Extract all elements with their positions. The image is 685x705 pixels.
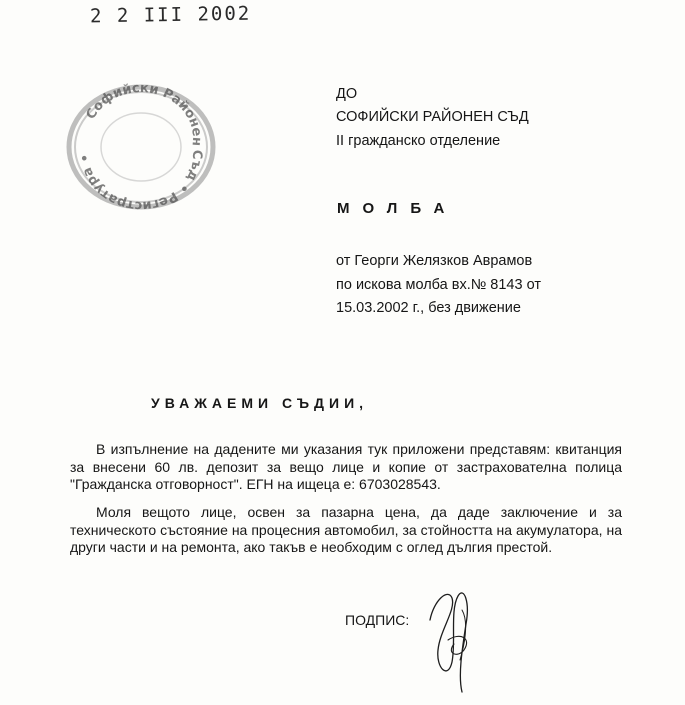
salutation: УВАЖАЕМИ СЪДИИ, <box>151 395 369 411</box>
court-stamp <box>60 82 222 212</box>
handwritten-date: 2 2 III 2002 <box>89 2 252 28</box>
handwritten-signature <box>400 580 510 700</box>
addressee-line-3: II гражданско отделение <box>336 133 501 149</box>
sender-line-1: от Георги Желязков Аврамов <box>336 253 533 269</box>
paragraph-2: Моля вещото лице, освен за пазарна цена, да даде заключение и за техническото състояние на процесния автомобил, за стойността на акумулатора, на други части и на ремонта, ако такъв е необходим с оглед дългия престой. <box>70 504 622 555</box>
document-heading: МОЛБА <box>337 200 458 217</box>
svg-text:Софийски Районен Съд • Регистр: Софийски Районен Съд • Регистратура • <box>77 82 205 212</box>
paragraph-1: В изпълнение на дадените ми указания тук приложени представям: квитанция за внесени 60 лв. депозит за вещо лице и копие от застрахователна полица "Гражданска отговорност". ЕГН на ищеца е: 6703028543. <box>70 441 622 492</box>
sender-line-3: 15.03.2002 г., без движение <box>336 300 521 316</box>
addressee-line-1: ДО <box>336 86 358 102</box>
sender-line-2: по искова молба вх.№ 8143 от <box>336 277 541 293</box>
signature-label: ПОДПИС: <box>345 612 410 628</box>
addressee-line-2: СОФИЙСКИ РАЙОНЕН СЪД <box>336 109 529 125</box>
